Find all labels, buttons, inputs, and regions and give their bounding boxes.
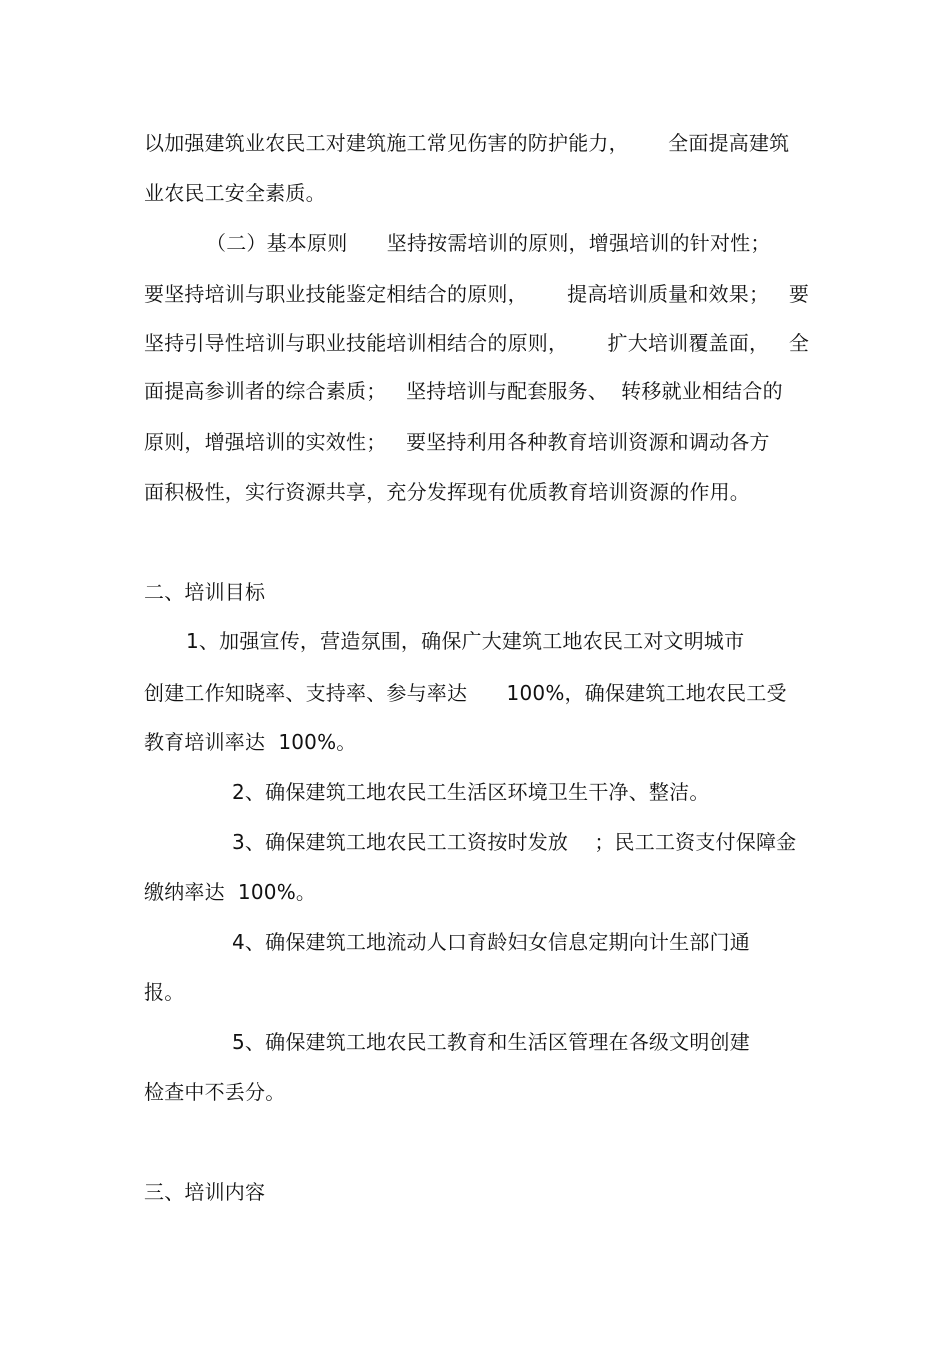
text-line: 3、确保建筑工地农民工工资按时发放 ；民工工资支付保障金 [232, 830, 797, 854]
text-line: 面提高参训者的综合素质； 坚持培训与配套服务、 转移就业相结合的 [144, 379, 783, 403]
text-line: 1、加强宣传，营造氛围，确保广大建筑工地农民工对文明城市 [186, 629, 745, 653]
text-line: 教育培训率达 100%。 [144, 730, 357, 754]
text-line: 2、确保建筑工地农民工生活区环境卫生干净、整洁。 [232, 780, 710, 804]
text-line: 缴纳率达 100%。 [144, 880, 317, 904]
text-line: 要坚持培训与职业技能鉴定相结合的原则， 提高培训质量和效果； 要 [144, 282, 810, 306]
text-line: 坚持引导性培训与职业技能培训相结合的原则， 扩大培训覆盖面， 全 [144, 331, 810, 355]
text-line: 面积极性，实行资源共享，充分发挥现有优质教育培训资源的作用。 [144, 480, 750, 504]
text-line: 检查中不丢分。 [144, 1080, 286, 1104]
text-line: 原则，增强培训的实效性； 要坚持利用各种教育培训资源和调动各方 [144, 430, 770, 454]
section-heading: 三、培训内容 [144, 1180, 266, 1204]
text-line: 业农民工安全素质。 [144, 181, 326, 205]
text-line: （二）基本原则 坚持按需培训的原则，增强培训的针对性； [206, 231, 771, 255]
text-line: 报。 [144, 980, 185, 1004]
text-line: 5、确保建筑工地农民工教育和生活区管理在各级文明创建 [232, 1030, 750, 1054]
text-line: 4、确保建筑工地流动人口育龄妇女信息定期向计生部门通 [232, 930, 750, 954]
section-heading: 二、培训目标 [144, 580, 266, 604]
text-line: 以加强建筑业农民工对建筑施工常见伤害的防护能力， 全面提高建筑 [144, 131, 790, 155]
text-line: 创建工作知晓率、支持率、参与率达 100%，确保建筑工地农民工受 [144, 681, 787, 705]
